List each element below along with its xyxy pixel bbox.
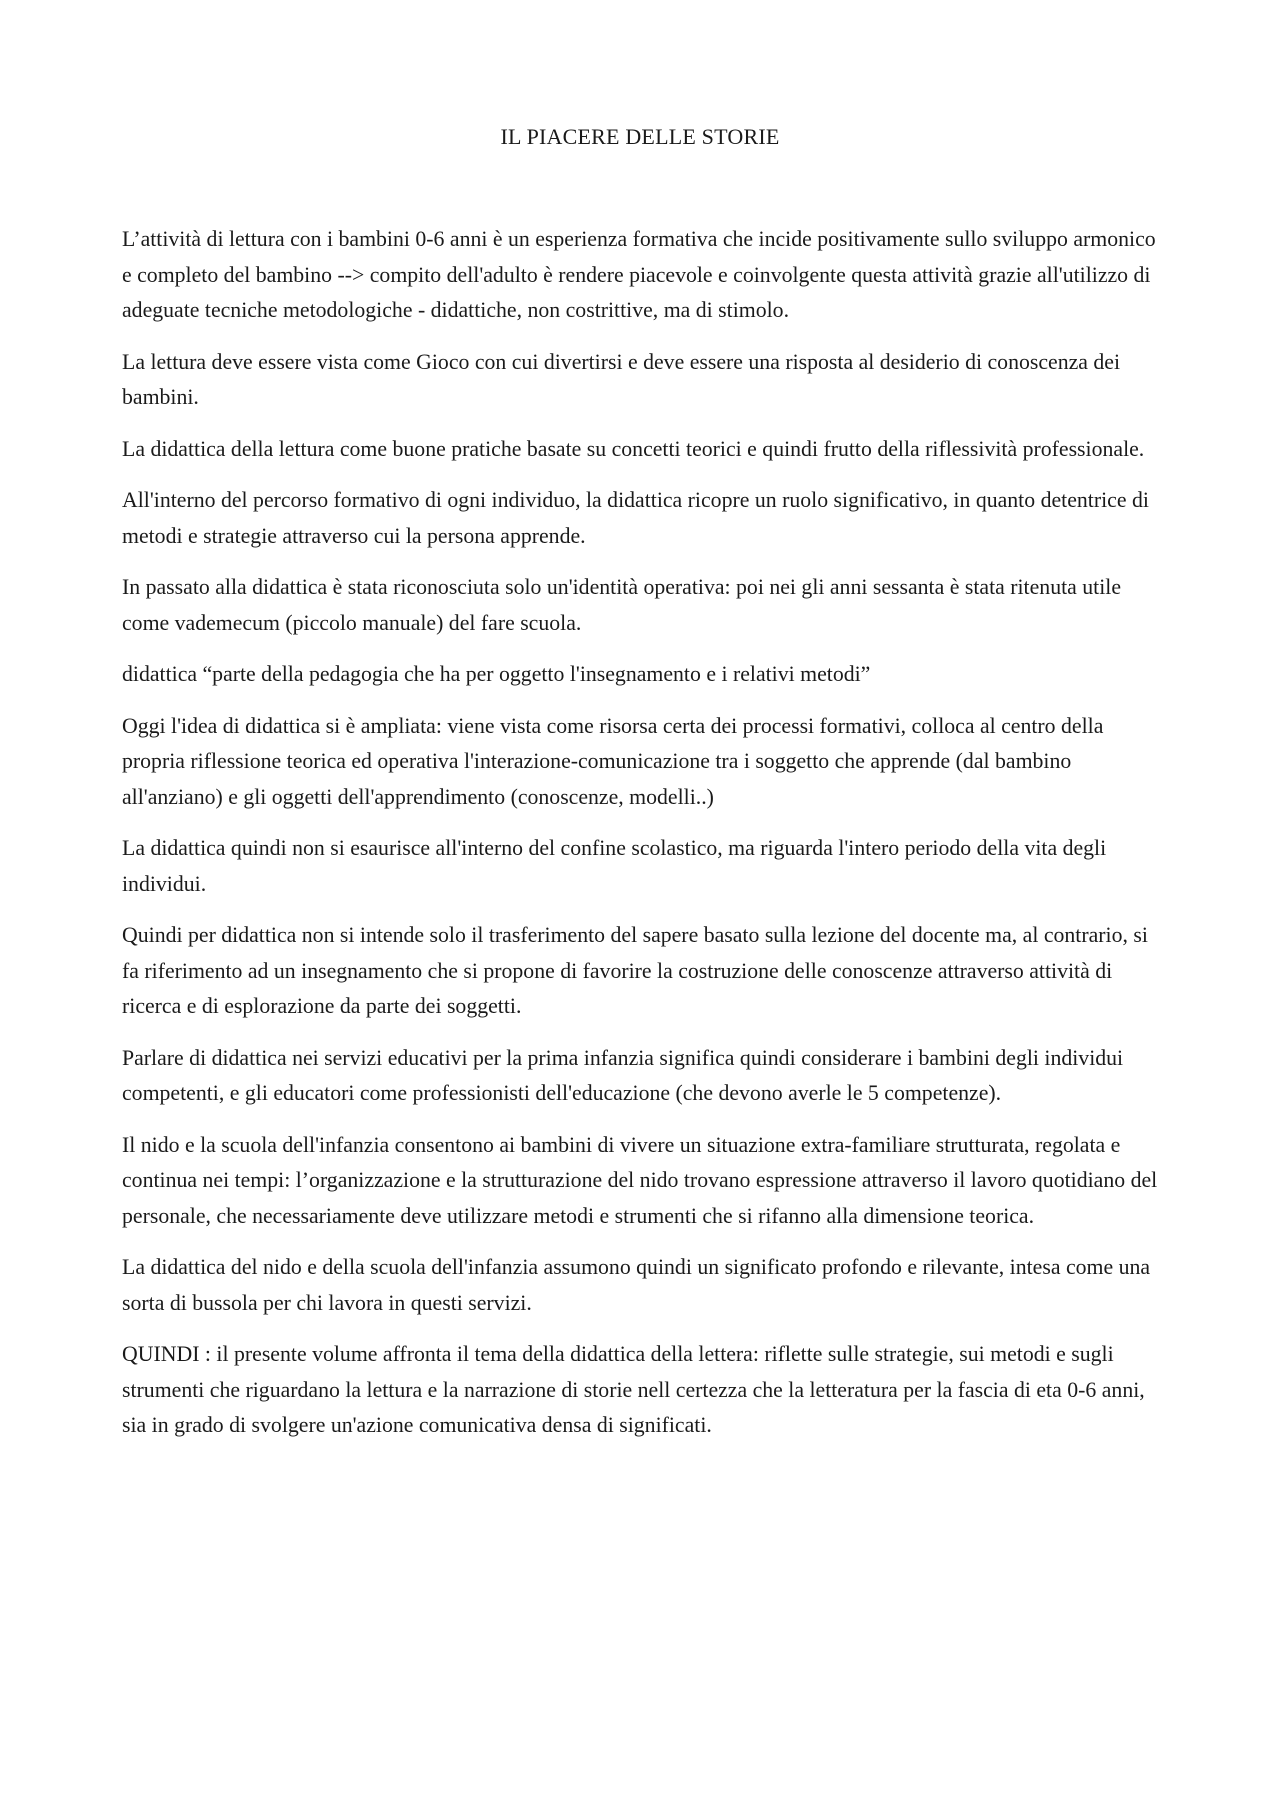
paragraph: Il nido e la scuola dell'infanzia consentono ai bambini di vivere un situazione extra-familiare strutturata, regolata e continua nei tempi: l’organizzazione e la strutturazione del nido trovano espressione attraverso il lavoro quotidiano del personale, che necessariamente deve utilizzare metodi e strumenti che si rifanno alla dimensione teorica. [122, 1132, 1158, 1228]
paragraph: In passato alla didattica è stata riconosciuta solo un'identità operativa: poi nei gli anni sessanta è stata ritenuta utile come vademecum (piccolo manuale) del fare scuola. [122, 575, 1122, 635]
paragraph: La didattica quindi non si esaurisce all'interno del confine scolastico, ma riguarda l'intero periodo della vita degli individui. [122, 836, 1107, 896]
document-body [122, 222, 1170, 1460]
paragraph: didattica “parte della pedagogia che ha per oggetto l'insegnamento e i relativi metodi” [122, 662, 871, 686]
paragraph: All'interno del percorso formativo di ogni individuo, la didattica ricopre un ruolo significativo, in quanto detentrice di metodi e strategie attraverso cui la persona apprende. [122, 488, 1149, 548]
paragraph: La didattica del nido e della scuola dell'infanzia assumono quindi un significato profondo e rilevante, intesa come una sorta di bussola per chi lavora in questi servizi. [122, 1255, 1151, 1315]
page-title: IL PIACERE DELLE STORIE [500, 124, 780, 149]
paragraph: L’attività di lettura con i bambini 0-6 anni è un esperienza formativa che incide positivamente sullo sviluppo armonico e completo del bambino --> compito dell'adulto è rendere piacevole e coinvolgente questa attività grazie all'utilizzo di adeguate tecniche metodologiche - didattiche, non costrittive, ma di stimolo. [122, 227, 1156, 322]
paragraph: Quindi per didattica non si intende solo il trasferimento del sapere basato sulla lezione del docente ma, al contrario, si fa riferimento ad un insegnamento che si propone di favorire la costruzione delle conoscenze attraverso attività di ricerca e di esplorazione da parte dei soggetti. [122, 923, 1148, 1018]
paragraph: Oggi l'idea di didattica si è ampliata: viene vista come risorsa certa dei processi formativi, colloca al centro della propria riflessione teorica ed operativa l'interazione-comunicazione tra i soggetto che apprende (dal bambino all'anziano) e gli oggetti dell'apprendimento (conoscenze, modelli..) [122, 713, 1104, 809]
paragraph: QUINDI : il presente volume affronta il tema della didattica della lettera: riflette sulle strategie, sui metodi e sugli strumenti che riguardano la lettura e la narrazione di storie nell certezza che la letteratura per la fascia di eta 0-6 anni, sia in grado di svolgere un'azione comunicativa densa di significati. [122, 1342, 1145, 1437]
paragraph: Parlare di didattica nei servizi educativi per la prima infanzia significa quindi considerare i bambini degli individui competenti, e gli educatori come professionisti dell'educazione (che devono averle le 5 competenze). [122, 1045, 1124, 1105]
paragraph: La didattica della lettura come buone pratiche basate su concetti teorici e quindi frutto della riflessività professionale. [122, 436, 1145, 461]
paragraph: La lettura deve essere vista come Gioco con cui divertirsi e deve essere una risposta al desiderio di conoscenza dei bambini. [122, 349, 1121, 409]
